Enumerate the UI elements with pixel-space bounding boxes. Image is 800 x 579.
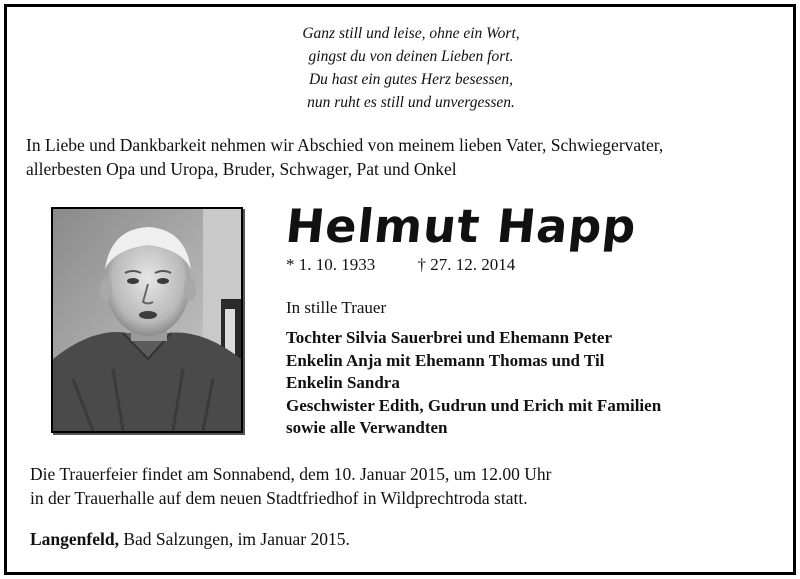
poem-line: Du hast ein gutes Herz besessen, bbox=[308, 71, 514, 88]
footer-rest: Bad Salzungen, im Januar 2015. bbox=[118, 529, 350, 549]
birth-date: * 1. 10. 1933 bbox=[286, 255, 376, 274]
ceremony-line: Die Trauerfeier findet am Sonnabend, dem 10. Januar 2015, um 12.00 Uhr bbox=[30, 464, 552, 484]
poem bbox=[281, 22, 541, 114]
footer-signature bbox=[30, 529, 350, 550]
portrait-photo bbox=[51, 207, 243, 433]
poem-line: Ganz still und leise, ohne ein Wort, bbox=[302, 25, 520, 42]
footer-place: Langenfeld, bbox=[30, 529, 119, 549]
ceremony-line: in der Trauerhalle auf dem neuen Stadtfriedhof in Wildprechtroda statt. bbox=[30, 488, 528, 508]
intro-line: In Liebe und Dankbarkeit nehmen wir Abschied von meinem lieben Vater, Schwiegervater, bbox=[26, 135, 664, 155]
mourner-line: Enkelin Sandra bbox=[286, 373, 400, 392]
mourner-line: Tochter Silvia Sauerbrei und Ehemann Peter bbox=[286, 328, 613, 347]
mourner-line: sowie alle Verwandten bbox=[286, 418, 448, 437]
poem-line: nun ruht es still und unvergessen. bbox=[307, 94, 515, 111]
deceased-name: Helmut Happ bbox=[283, 199, 640, 253]
intro-text bbox=[26, 133, 786, 181]
ceremony-info bbox=[30, 462, 552, 510]
life-dates bbox=[286, 255, 515, 275]
mourner-line: Geschwister Edith, Gudrun und Erich mit Familien bbox=[286, 395, 662, 415]
death-date: † 27. 12. 2014 bbox=[417, 255, 516, 274]
mourners-list bbox=[286, 327, 661, 440]
mourner-line: Enkelin Anja mit Ehemann Thomas und Til bbox=[286, 350, 605, 370]
intro-line: allerbesten Opa und Uropa, Bruder, Schwager, Pat und Onkel bbox=[26, 159, 457, 179]
poem-line: gingst du von deinen Lieben fort. bbox=[308, 48, 514, 65]
mourning-label: In stille Trauer bbox=[286, 298, 387, 317]
